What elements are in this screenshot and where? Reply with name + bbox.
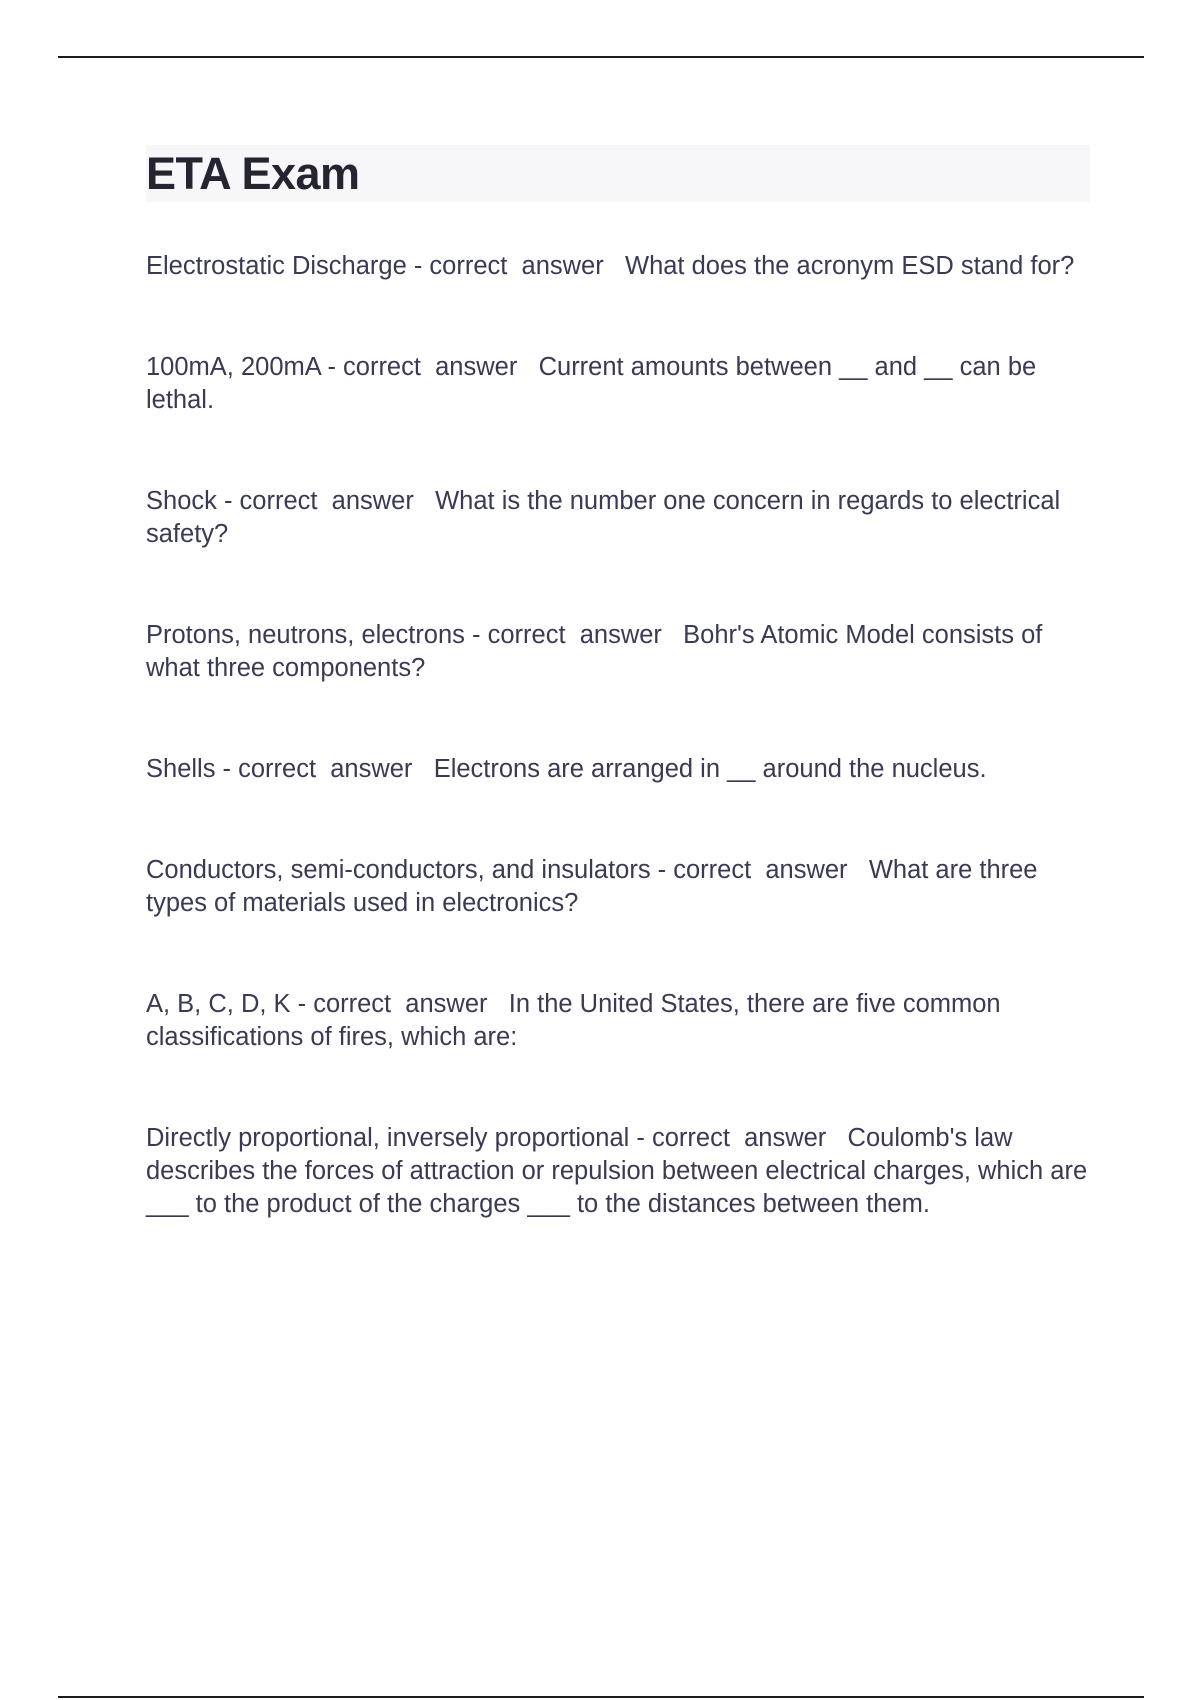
- list-item: [146, 1122, 1090, 1221]
- bottom-divider: [58, 1696, 1144, 1698]
- document-body: [146, 145, 1090, 1289]
- answer-text: Shock: [146, 487, 217, 515]
- page-title: ETA Exam: [146, 148, 360, 199]
- answer-separator: - correct answer: [650, 856, 869, 884]
- answer-separator: - correct answer: [215, 755, 434, 783]
- answer-separator: - correct answer: [464, 621, 684, 649]
- list-item: [146, 250, 1090, 283]
- answer-text: Electrostatic Discharge: [146, 252, 407, 280]
- answer-separator: - correct answer: [629, 1124, 848, 1152]
- list-item: [146, 485, 1090, 551]
- answer-text: Shells: [146, 755, 216, 783]
- question-text: Bohr's Atomic Model consists of what three components?: [146, 621, 1043, 682]
- list-item: [146, 753, 1090, 786]
- answer-text: 100mA, 200mA: [146, 353, 321, 381]
- question-text: Electrons are arranged in __ around the nucleus.: [433, 755, 987, 783]
- question-text: What does the acronym ESD stand for?: [625, 252, 1075, 280]
- answer-separator: - correct answer: [406, 252, 625, 280]
- question-text: What is the number one concern in regards to electrical safety?: [146, 487, 1061, 548]
- question-text: What are three types of materials used in electronics?: [146, 856, 1038, 917]
- answer-separator: - correct answer: [320, 353, 539, 381]
- question-text: Current amounts between __ and __ can be lethal.: [146, 353, 1037, 414]
- answer-separator: - correct answer: [216, 487, 436, 515]
- answer-text: Directly proportional, inversely proportional: [146, 1124, 630, 1152]
- answer-text: Protons, neutrons, electrons: [146, 621, 465, 649]
- title-banner: [146, 145, 1090, 202]
- question-text: In the United States, there are five common classifications of fires, which are:: [146, 990, 1001, 1051]
- list-item: [146, 351, 1090, 417]
- list-item: [146, 854, 1090, 920]
- question-text: Coulomb's law describes the forces of attraction or repulsion between electrical charges, which are ___ to the product of the charges ___ to the distances between them.: [146, 1124, 1088, 1218]
- answer-text: Conductors, semi-conductors, and insulators: [146, 856, 651, 884]
- qa-list: [146, 250, 1090, 1221]
- list-item: [146, 988, 1090, 1054]
- answer-separator: - correct answer: [290, 990, 509, 1018]
- top-divider: [58, 56, 1144, 58]
- answer-text: A, B, C, D, K: [146, 990, 291, 1018]
- list-item: [146, 619, 1090, 685]
